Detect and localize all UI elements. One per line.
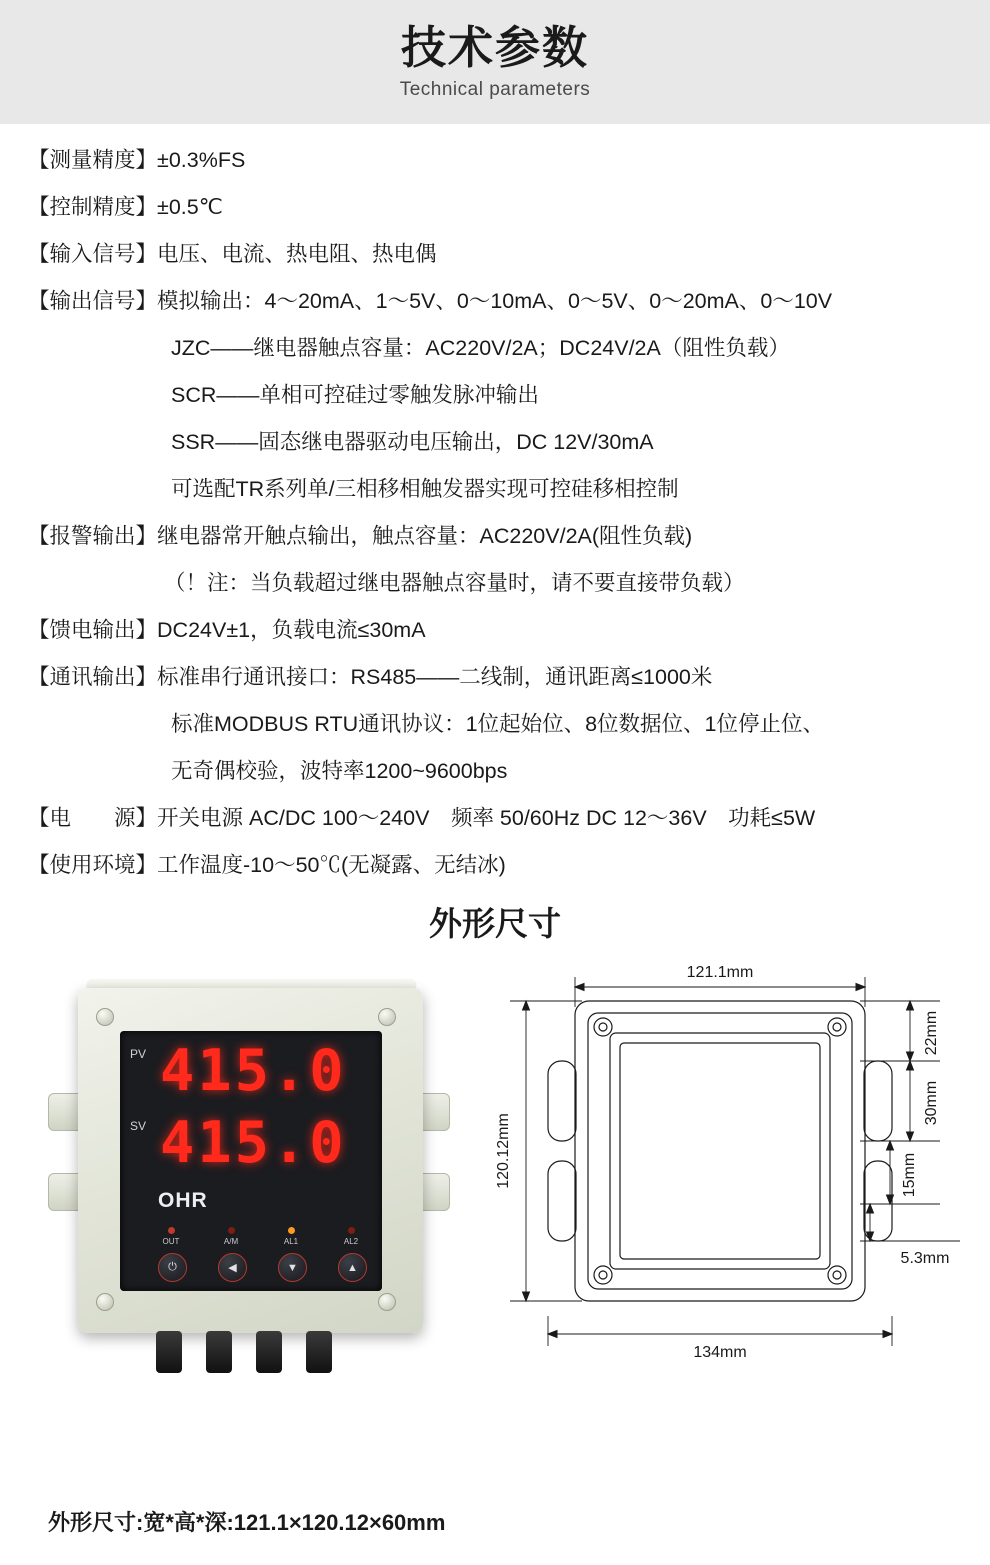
spec-row-input-signal [28, 240, 962, 269]
dim-right-53: 5.3mm [900, 1250, 950, 1268]
led-label-al2: AL2 [343, 1237, 359, 1247]
spec-row-feed-output [28, 616, 962, 645]
spec-row-comm-output [28, 663, 962, 692]
dimension-drawing [470, 961, 980, 1381]
led-label-am: A/M [223, 1237, 239, 1247]
cable-gland-1 [156, 1331, 182, 1373]
spec-value: 开关电源 AC/DC 100～240V 频率 50/60Hz DC 12～36V 功耗≤5W [157, 806, 816, 831]
down-button[interactable]: ▼ [278, 1253, 307, 1282]
spec-value: DC24V±1，负载电流≤30mA [157, 618, 426, 643]
output-continuation-scr: SCR——单相可控硅过零触发脉冲输出 [171, 383, 539, 408]
spec-label: 【电 源】 [28, 806, 158, 831]
spec-value: 工作温度-10～50℃(无凝露、无结冰) [157, 853, 506, 878]
alarm-note: （！注：当负载超过继电器触点容量时，请不要直接带负载） [164, 571, 745, 596]
spec-label: 【馈电输出】 [28, 618, 158, 643]
cable-gland-3 [256, 1331, 282, 1373]
spec-label: 【输出信号】 [28, 289, 158, 314]
power-button[interactable]: ⏻ [158, 1253, 187, 1282]
dim-top-width: 121.1mm [686, 964, 754, 982]
spec-value: ±0.3%FS [157, 148, 246, 172]
device-photo [48, 963, 448, 1383]
spec-label: 【报警输出】 [28, 524, 158, 549]
led-label-al1: AL1 [283, 1237, 299, 1247]
pv-label: PV [130, 1047, 147, 1062]
left-button[interactable]: ◀ [218, 1253, 247, 1282]
page-title: 技术参数 [400, 22, 589, 74]
dim-left-height: 120.12mm [495, 1113, 512, 1190]
spec-value: 模拟输出：4～20mA、1～5V、0～10mA、0～5V、0～20mA、0～10V [157, 289, 833, 314]
cable-gland-2 [206, 1331, 232, 1373]
footer-dimension-note: 外形尺寸:宽*高*深:121.1×120.12×60mm [48, 1510, 446, 1535]
dim-bottom-width: 134mm [693, 1344, 747, 1362]
spec-label: 【使用环境】 [28, 853, 158, 878]
dimension-drawing-svg [470, 961, 980, 1381]
led-al1-icon [288, 1227, 295, 1234]
output-continuation-tr: 可选配TR系列单/三相移相触发器实现可控硅移相控制 [171, 477, 679, 502]
pv-display: 415.0 [160, 1038, 347, 1105]
dim-right-30: 30mm [923, 1081, 940, 1126]
spec-value: 电压、电流、热电阻、热电偶 [157, 242, 437, 267]
device-front-panel [120, 1031, 382, 1291]
spec-row-output-signal [28, 287, 962, 316]
spec-label: 【测量精度】 [28, 148, 158, 172]
spec-value: 继电器常开触点输出，触点容量：AC220V/2A(阻性负载) [157, 524, 693, 549]
page-subtitle: Technical parameters [399, 78, 591, 100]
page-header [0, 0, 990, 124]
spec-value: ±0.5℃ [157, 195, 223, 220]
sv-label: SV [130, 1119, 147, 1134]
led-am-icon [228, 1227, 235, 1234]
brand-logo: OHR [158, 1189, 208, 1213]
up-button[interactable]: ▲ [338, 1253, 367, 1282]
dimensions-title: 外形尺寸 [429, 905, 561, 943]
spec-row-accuracy [28, 146, 962, 175]
dim-right-22: 22mm [923, 1011, 940, 1056]
comm-continuation-baud: 无奇偶校验，波特率1200~9600bps [171, 759, 508, 784]
sv-display: 415.0 [160, 1110, 347, 1177]
comm-continuation-modbus: 标准MODBUS RTU通讯协议：1位起始位、8位数据位、1位停止位、 [171, 712, 825, 737]
spec-list [0, 124, 990, 880]
spec-row-environment [28, 851, 962, 880]
spec-label: 【控制精度】 [28, 195, 158, 220]
device-button-row [120, 1253, 382, 1287]
spec-value: 标准串行通讯接口：RS485——二线制，通讯距离≤1000米 [157, 665, 713, 690]
led-al2-icon [348, 1227, 355, 1234]
dim-right-15: 15mm [901, 1153, 918, 1198]
spec-row-power [28, 804, 962, 833]
led-indicator-row [120, 1227, 382, 1253]
output-continuation-jzc: JZC——继电器触点容量：AC220V/2A；DC24V/2A（阻性负载） [171, 336, 790, 361]
cable-gland-4 [306, 1331, 332, 1373]
output-continuation-ssr: SSR——固态继电器驱动电压输出，DC 12V/30mA [171, 430, 654, 455]
led-label-out: OUT [162, 1237, 180, 1247]
figure-area [0, 951, 990, 1421]
led-out-icon [168, 1227, 175, 1234]
spec-label: 【通讯输出】 [28, 665, 158, 690]
spec-label: 【输入信号】 [28, 242, 158, 267]
spec-row-control-accuracy [28, 193, 962, 222]
spec-row-alarm-output [28, 522, 962, 551]
